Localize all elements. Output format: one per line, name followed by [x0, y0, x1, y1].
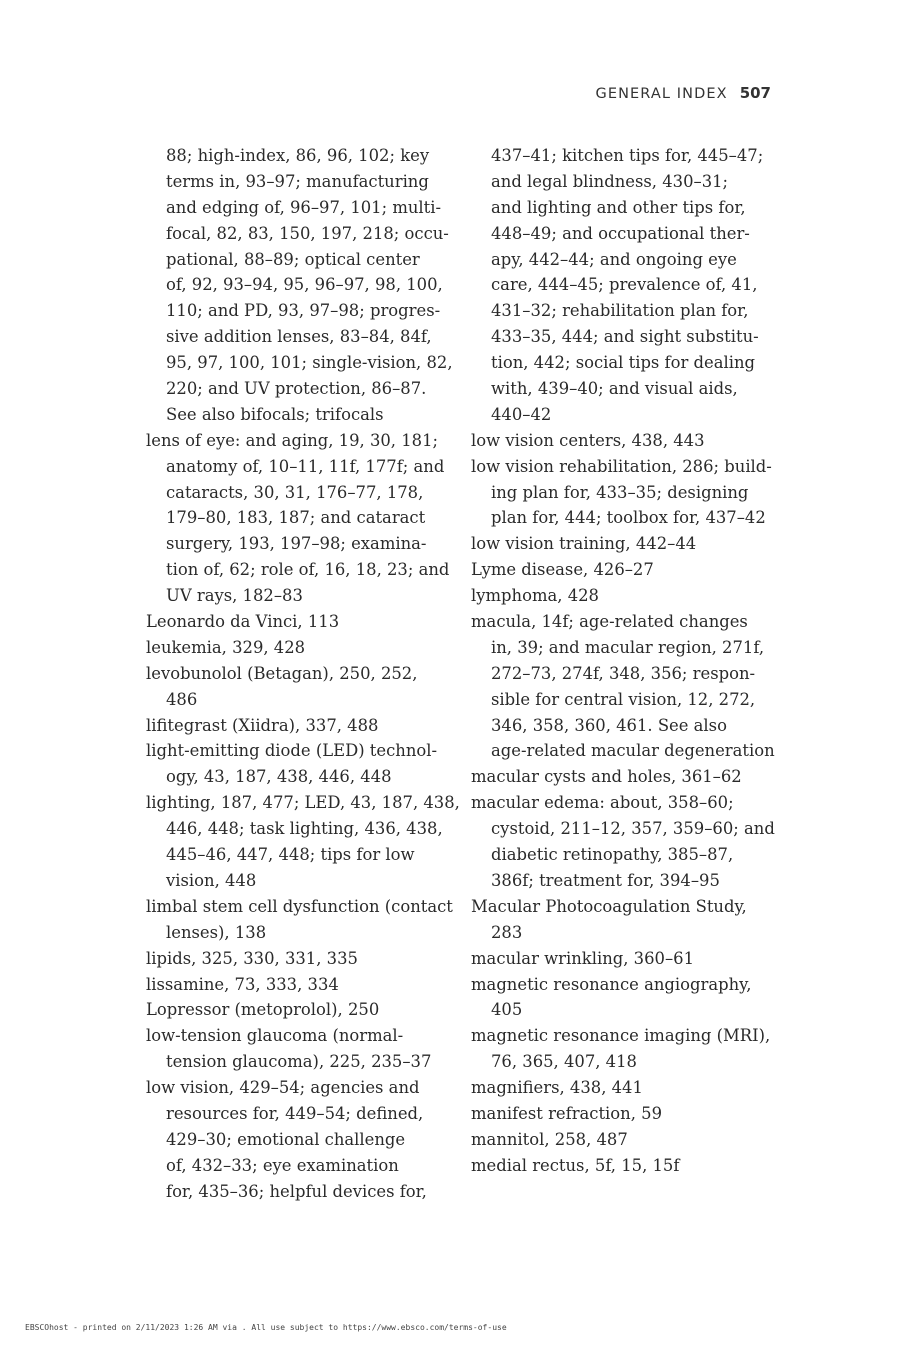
index-continuation-line: and lighting and other tips for, [491, 197, 746, 217]
index-continuation-line: diabetic retinopathy, 385–87, [491, 845, 734, 865]
header-title: GENERAL INDEX [595, 86, 728, 102]
index-continuation-line: surgery, 193, 197–98; examina- [166, 534, 427, 554]
index-entry: low vision training, 442–44 [471, 534, 697, 554]
index-continuation-line: apy, 442–44; and ongoing eye [491, 249, 737, 269]
index-continuation-line: 429–30; emotional challenge [166, 1129, 406, 1149]
index-continuation-line: and legal blindness, 430–31; [491, 171, 729, 191]
index-entry: macular wrinkling, 360–61 [471, 948, 694, 968]
index-continuation-line: plan for, 444; toolbox for, 437–42 [491, 508, 766, 528]
index-continuation-line: sive addition lenses, 83–84, 84f, [166, 327, 432, 347]
index-continuation-line: 446, 448; task lighting, 436, 438, [166, 819, 443, 839]
index-continuation-line: pational, 88–89; optical center [166, 249, 420, 269]
index-continuation-line: 346, 358, 360, 461. See also [491, 715, 727, 735]
index-entry: macular edema: about, 358–60; [471, 793, 734, 813]
index-continuation-line: anatomy of, 10–11, 11f, 177f; and [166, 456, 445, 476]
index-entry: lighting, 187, 477; LED, 43, 187, 438, [146, 793, 460, 813]
index-entry: lens of eye: and aging, 19, 30, 181; [146, 430, 439, 450]
index-entry: lymphoma, 428 [471, 586, 599, 606]
index-continuation-line: 76, 365, 407, 418 [491, 1052, 637, 1072]
index-entry: levobunolol (Betagan), 250, 252, [146, 663, 418, 683]
index-continuation-line: focal, 82, 83, 150, 197, 218; occu- [166, 223, 449, 243]
index-continuation-line: 272–73, 274f, 348, 356; respon- [491, 663, 756, 683]
index-continuation-line: 283 [491, 922, 523, 942]
index-continuation-line: vision, 448 [166, 870, 257, 890]
index-entry: low vision, 429–54; agencies and [146, 1078, 420, 1098]
index-continuation-line: ing plan for, 433–35; designing [491, 482, 749, 502]
index-entry: lissamine, 73, 333, 334 [146, 974, 339, 994]
index-column-left [146, 143, 460, 1205]
index-continuation-line: for, 435–36; helpful devices for, [166, 1181, 427, 1201]
index-continuation-line: 88; high-index, 86, 96, 102; key [166, 146, 430, 165]
index-entry: lipids, 325, 330, 331, 335 [146, 948, 358, 968]
index-entry: magnetic resonance imaging (MRI), [471, 1026, 771, 1046]
index-continuation-line: lenses), 138 [166, 922, 267, 942]
index-entry: magnifiers, 438, 441 [471, 1078, 643, 1098]
index-continuation-line: ogy, 43, 187, 438, 446, 448 [166, 767, 392, 787]
index-continuation-line: 386f; treatment for, 394–95 [491, 870, 720, 890]
index-continuation-line: 445–46, 447, 448; tips for low [166, 845, 415, 865]
index-entry: Macular Photocoagulation Study, [471, 896, 747, 916]
index-continuation-line: 179–80, 183, 187; and cataract [166, 508, 426, 528]
index-entry: Lyme disease, 426–27 [471, 560, 654, 580]
index-entry: magnetic resonance angiography, [471, 974, 752, 994]
index-continuation-line: 405 [491, 1000, 523, 1020]
index-continuation-line: resources for, 449–54; defined, [166, 1103, 424, 1123]
index-continuation-line: sible for central vision, 12, 272, [491, 689, 756, 709]
index-entry: light-emitting diode (LED) technol- [146, 741, 438, 761]
index-continuation-line: See also bifocals; trifocals [166, 404, 384, 424]
index-entry: manifest refraction, 59 [471, 1103, 663, 1123]
index-continuation-line: age-related macular degeneration [491, 741, 775, 761]
index-continuation-line: cataracts, 30, 31, 176–77, 178, [166, 482, 424, 502]
index-column-right [471, 143, 781, 1179]
index-entry: Lopressor (metoprolol), 250 [146, 1000, 380, 1020]
index-continuation-line: tion, 442; social tips for dealing [491, 353, 756, 373]
index-continuation-line: 440–42 [491, 404, 552, 424]
index-continuation-line: with, 439–40; and visual aids, [491, 379, 738, 399]
index-continuation-line: cystoid, 211–12, 357, 359–60; and [491, 819, 775, 839]
index-entry: medial rectus, 5f, 15, 15f [471, 1155, 680, 1175]
index-entry: low-tension glaucoma (normal- [146, 1026, 404, 1046]
index-continuation-line: terms in, 93–97; manufacturing [166, 171, 429, 191]
index-entry: macular cysts and holes, 361–62 [471, 767, 742, 787]
index-continuation-line: 448–49; and occupational ther- [491, 223, 750, 243]
index-entry: Leonardo da Vinci, 113 [146, 612, 340, 632]
index-continuation-line: in, 39; and macular region, 271f, [491, 637, 765, 657]
index-continuation-line: 437–41; kitchen tips for, 445–47; [491, 146, 764, 165]
index-continuation-line: 220; and UV protection, 86–87. [166, 379, 427, 399]
page-number: 507 [739, 84, 771, 102]
index-continuation-line: 433–35, 444; and sight substitu- [491, 327, 759, 347]
index-entry: low vision centers, 438, 443 [471, 430, 705, 450]
index-continuation-line: tension glaucoma), 225, 235–37 [166, 1052, 432, 1072]
running-header [596, 84, 772, 102]
index-continuation-line: 486 [166, 689, 198, 709]
index-continuation-line: 95, 97, 100, 101; single-vision, 82, [166, 353, 453, 373]
index-continuation-line: care, 444–45; prevalence of, 41, [491, 275, 758, 295]
index-entry: low vision rehabilitation, 286; build- [471, 456, 772, 476]
footer-note: EBSCOhost - printed on 2/11/2023 1:26 AM via . All use subject to https://www.ebsco.com/terms-of-use [25, 1323, 507, 1332]
index-continuation-line: 110; and PD, 93, 97–98; progres- [166, 301, 441, 321]
index-continuation-line: and edging of, 96–97, 101; multi- [166, 197, 442, 217]
index-continuation-line: UV rays, 182–83 [166, 586, 303, 606]
index-continuation-line: tion of, 62; role of, 16, 18, 23; and [166, 560, 450, 580]
index-continuation-line: of, 92, 93–94, 95, 96–97, 98, 100, [166, 275, 443, 295]
index-continuation-line: of, 432–33; eye examination [166, 1155, 399, 1175]
index-continuation-line: 431–32; rehabilitation plan for, [491, 301, 749, 321]
index-entry: lifitegrast (Xiidra), 337, 488 [146, 715, 379, 735]
index-entry: macula, 14f; age-related changes [471, 612, 748, 632]
index-entry: mannitol, 258, 487 [471, 1129, 628, 1149]
index-entry: leukemia, 329, 428 [146, 637, 306, 657]
index-entry: limbal stem cell dysfunction (contact [146, 896, 453, 916]
